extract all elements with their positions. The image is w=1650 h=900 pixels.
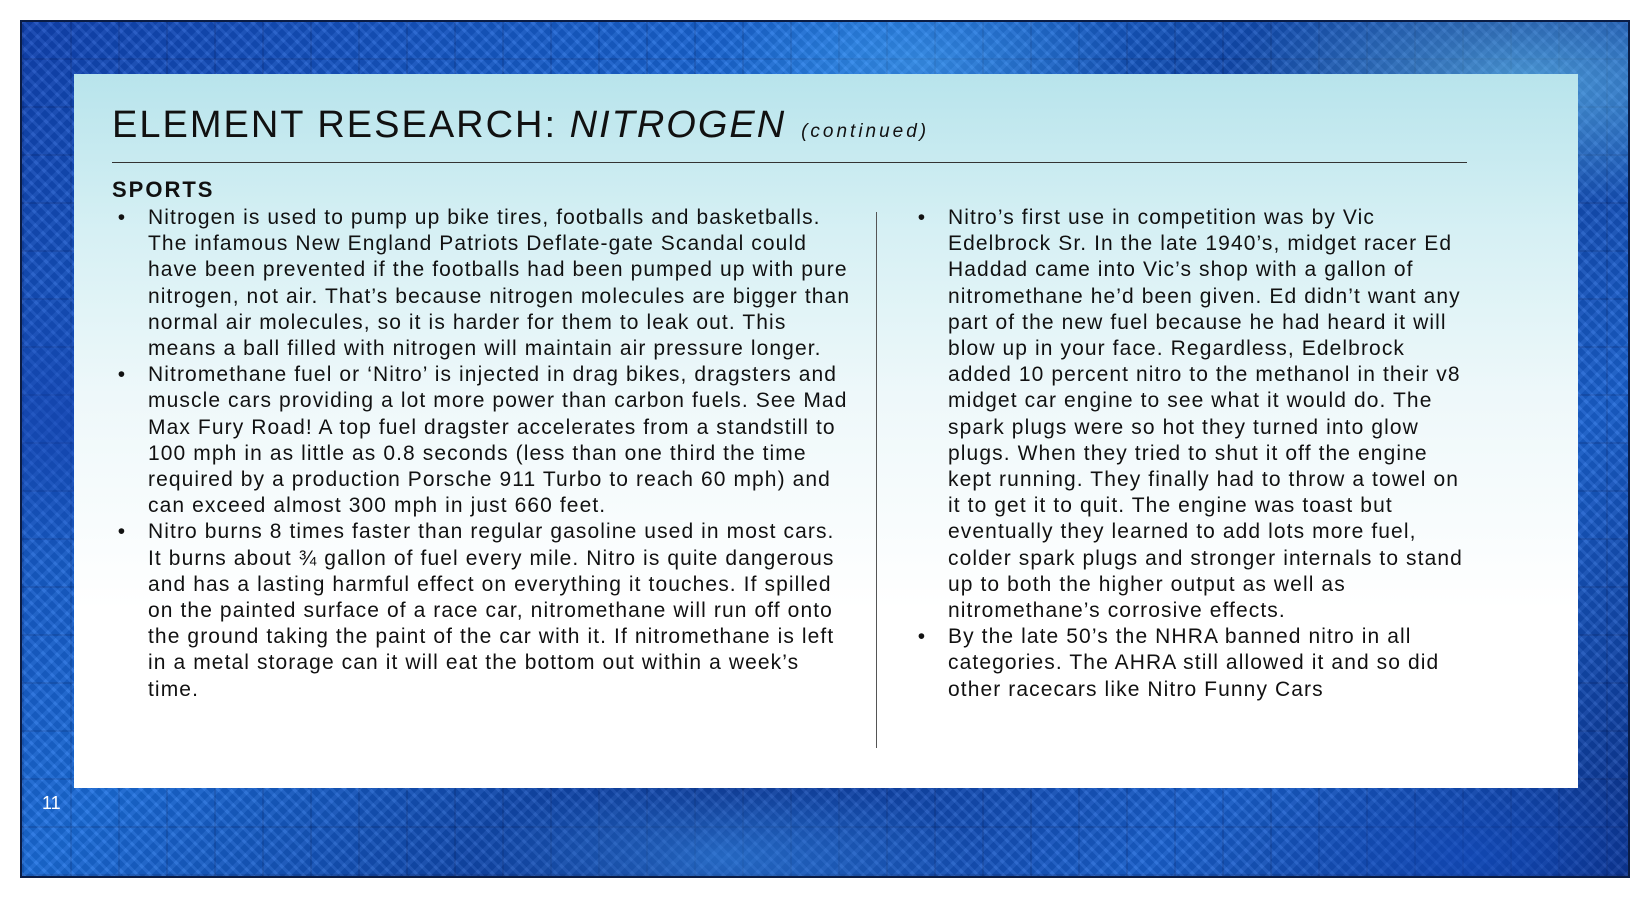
list-item-text: Nitro’s first use in competition was by Vic Edelbrock Sr. In the late 1940’s, midget racer Ed Haddad came into Vic’s shop with a gallon of nitromethane he’d been given. Ed didn’t want any part of the new fuel because he had heard it will blow up in your face. Regardless, Edelbrock added 10 percent nitro to the methanol in their v8 midget car engine to see what it would do. The spark plugs were so hot they turned into glow plugs. When they tried to shut it off the engine kept running. They finally had to throw a towel on it to get it to quit. The engine was toast but eventually they learned to add lots more fuel, colder spark plugs and stronger internals to stand up to both the higher output as well as nitromethane’s corrosive effects. xyxy=(948,206,1463,623)
page-title xyxy=(112,106,929,144)
list-item xyxy=(112,362,854,519)
right-column xyxy=(912,205,1472,703)
bullet-icon: • xyxy=(117,206,127,229)
column-divider xyxy=(876,212,877,748)
slide-background xyxy=(20,20,1630,878)
list-item-text: Nitro burns 8 times faster than regular gasoline used in most cars. It burns about ¾ gallon of fuel every mile. Nitro is quite dangerous and has a lasting harmful effect on everything it touches. If spilled on the painted surface of a race car, nitromethane will run off onto the ground taking the paint of the car with it. If nitromethane is left in a metal storage can it will eat the bottom out within a week’s time. xyxy=(148,520,835,701)
section-heading: SPORTS xyxy=(112,177,215,202)
list-item-text: Nitrogen is used to pump up bike tires, footballs and basketballs. The infamous New England Patriots Deflate-gate Scandal could have been prevented if the footballs had been pumped up with pure nitrogen, not air. That’s because nitrogen molecules are bigger than normal air molecules, so it is harder for them to leak out. This means a ball filled with nitrogen will maintain air pressure longer. xyxy=(148,206,851,361)
bullet-icon: • xyxy=(917,625,927,649)
list-item xyxy=(112,205,854,362)
list-item-text: Nitromethane fuel or ‘Nitro’ is injected in drag bikes, dragsters and muscle cars providing a lot more power than carbon fuels. See Mad Max Fury Road! A top fuel dragster accelerates from a standstill to 100 mph in as little as 0.8 seconds (less than one third the time required by a production Porsche 911 Turbo to reach 60 mph) and can exceed almost 300 mph in just 660 feet. xyxy=(148,363,848,518)
list-item-text: By the late 50’s the NHRA banned nitro in all categories. The AHRA still allowed it and so did other racecars like Nitro Funny Cars xyxy=(948,625,1440,701)
title-prefix: ELEMENT RESEARCH: xyxy=(112,104,570,146)
list-item xyxy=(912,205,1472,624)
bullet-icon: • xyxy=(117,363,127,387)
title-continued: (continued) xyxy=(801,121,930,142)
bullet-icon: • xyxy=(917,206,927,229)
content-panel xyxy=(74,74,1578,788)
title-element: NITROGEN xyxy=(569,104,787,146)
title-rule xyxy=(112,162,1467,163)
left-column xyxy=(112,205,854,703)
bullet-icon: • xyxy=(117,520,127,544)
page-number: 11 xyxy=(42,793,61,813)
list-item xyxy=(912,624,1472,703)
list-item xyxy=(112,519,854,702)
